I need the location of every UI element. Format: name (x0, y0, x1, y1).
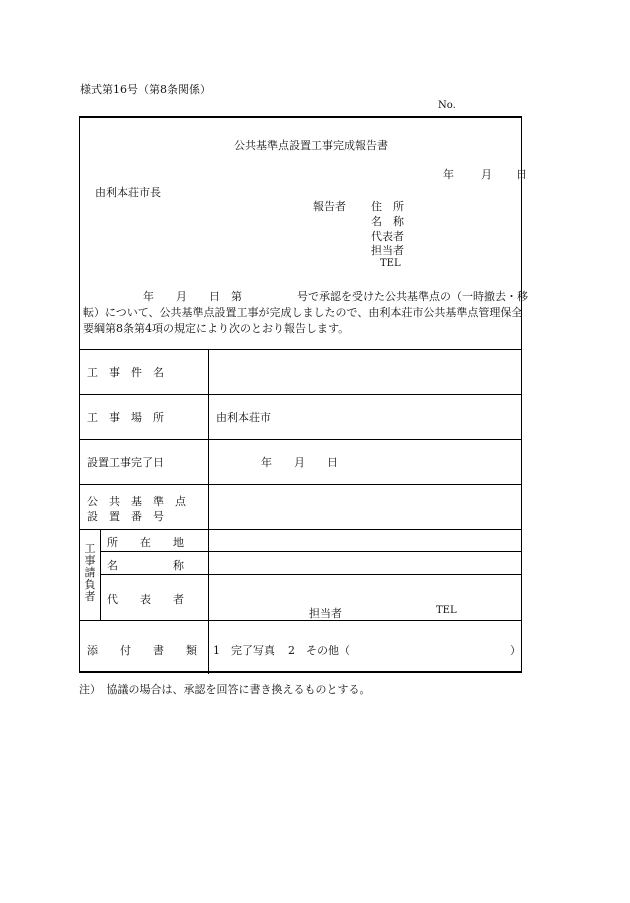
row-divider (80, 394, 521, 395)
reporter-address: 住 所 (371, 200, 404, 213)
contractor-name-label: 名 称 (107, 559, 184, 572)
work-place-label: 工 事 場 所 (87, 411, 164, 424)
reporter-representative: 代表者 (371, 230, 404, 243)
attachments-label: 添 付 書 類 (87, 644, 197, 657)
contractor-tel-label: TEL (436, 605, 457, 616)
document-title: 公共基準点設置工事完成報告書 (234, 139, 388, 152)
row-divider (100, 551, 521, 552)
completion-date-value[interactable]: 年 月 日 (261, 456, 338, 469)
contractor-contact-label: 担当者 (309, 607, 342, 620)
reporter-label: 報告者 (313, 200, 346, 213)
row-divider (80, 620, 521, 621)
benchmark-label-line2: 設 置 番 号 (87, 510, 164, 523)
contractor-location-label: 所 在 地 (107, 536, 184, 549)
document-number-label: No. (438, 100, 456, 111)
reporter-name: 名 称 (371, 215, 404, 228)
work-place-value[interactable]: 由利本荘市 (216, 411, 271, 424)
table-top-border (80, 349, 521, 350)
completion-date-label: 設置工事完了日 (87, 456, 164, 469)
work-name-label: 工 事 件 名 (87, 366, 164, 379)
body-text-line1: 年 月 日 第 号で承認を受けた公共基準点の（一時撤去・移 (143, 290, 528, 303)
report-form (79, 116, 528, 673)
row-divider (80, 439, 521, 440)
date-month: 月 (481, 168, 492, 181)
body-text-line2: 転）について、公共基準点設置工事が完成しましたので、由利本荘市公共基準点管理保全 (83, 306, 523, 319)
contractor-group-label: 工事請負者 (84, 542, 96, 603)
date-year: 年 (443, 168, 454, 181)
benchmark-label-line1: 公 共 基 準 点 (87, 495, 186, 508)
footnote: 注） 協議の場合は、承認を回答に書き換えるものとする。 (79, 683, 371, 696)
addressee: 由利本荘市長 (95, 186, 161, 199)
form-number: 様式第16号（第8条関係） (80, 83, 211, 96)
contractor-representative-label: 代 表 者 (107, 593, 184, 606)
attachment-other-close: ） (510, 644, 521, 657)
reporter-tel: TEL (380, 258, 401, 269)
date-day: 日 (516, 168, 527, 181)
reporter-contact: 担当者 (371, 244, 404, 257)
column-divider (208, 349, 209, 674)
attachment-photos: 1 完了写真 (213, 644, 275, 657)
row-divider (100, 574, 521, 575)
attachment-other: 2 その他（ (288, 644, 350, 657)
row-divider (80, 484, 521, 485)
row-divider (80, 529, 521, 530)
body-text-line3: 要綱第8条第4項の規定により次のとおり報告します。 (83, 322, 350, 335)
column-divider (100, 529, 101, 620)
